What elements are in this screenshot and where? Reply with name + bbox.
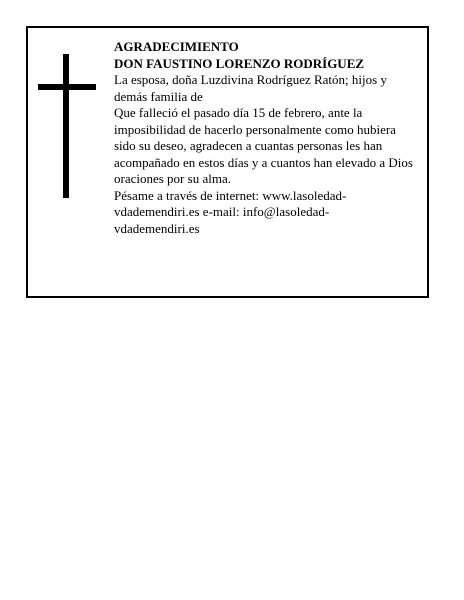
deceased-name: DON FAUSTINO LORENZO RODRÍGUEZ	[114, 55, 365, 71]
condolences-contact: Pésame a través de internet: www.lasoledad-vdademendiri.es e-mail: info@lasoledad-vdademendiri.es	[114, 187, 347, 236]
cross-icon	[63, 54, 69, 198]
thanks-message: Que falleció el pasado día 15 de febrero, ante la imposibilidad de hacerlo personalmente como hubiera sido su deseo, agradecen a cuantas personas les han acompañado en estos días y a cuantos han elevado a Dios oraciones por su alma.	[114, 105, 413, 186]
notice-heading: AGRADECIMIENTO	[114, 39, 239, 54]
family-line: La esposa, doña Luzdivina Rodríguez Ratón; hijos y demás familia de	[114, 72, 387, 104]
cross-icon-arm	[38, 84, 96, 90]
notice-body	[114, 39, 414, 237]
